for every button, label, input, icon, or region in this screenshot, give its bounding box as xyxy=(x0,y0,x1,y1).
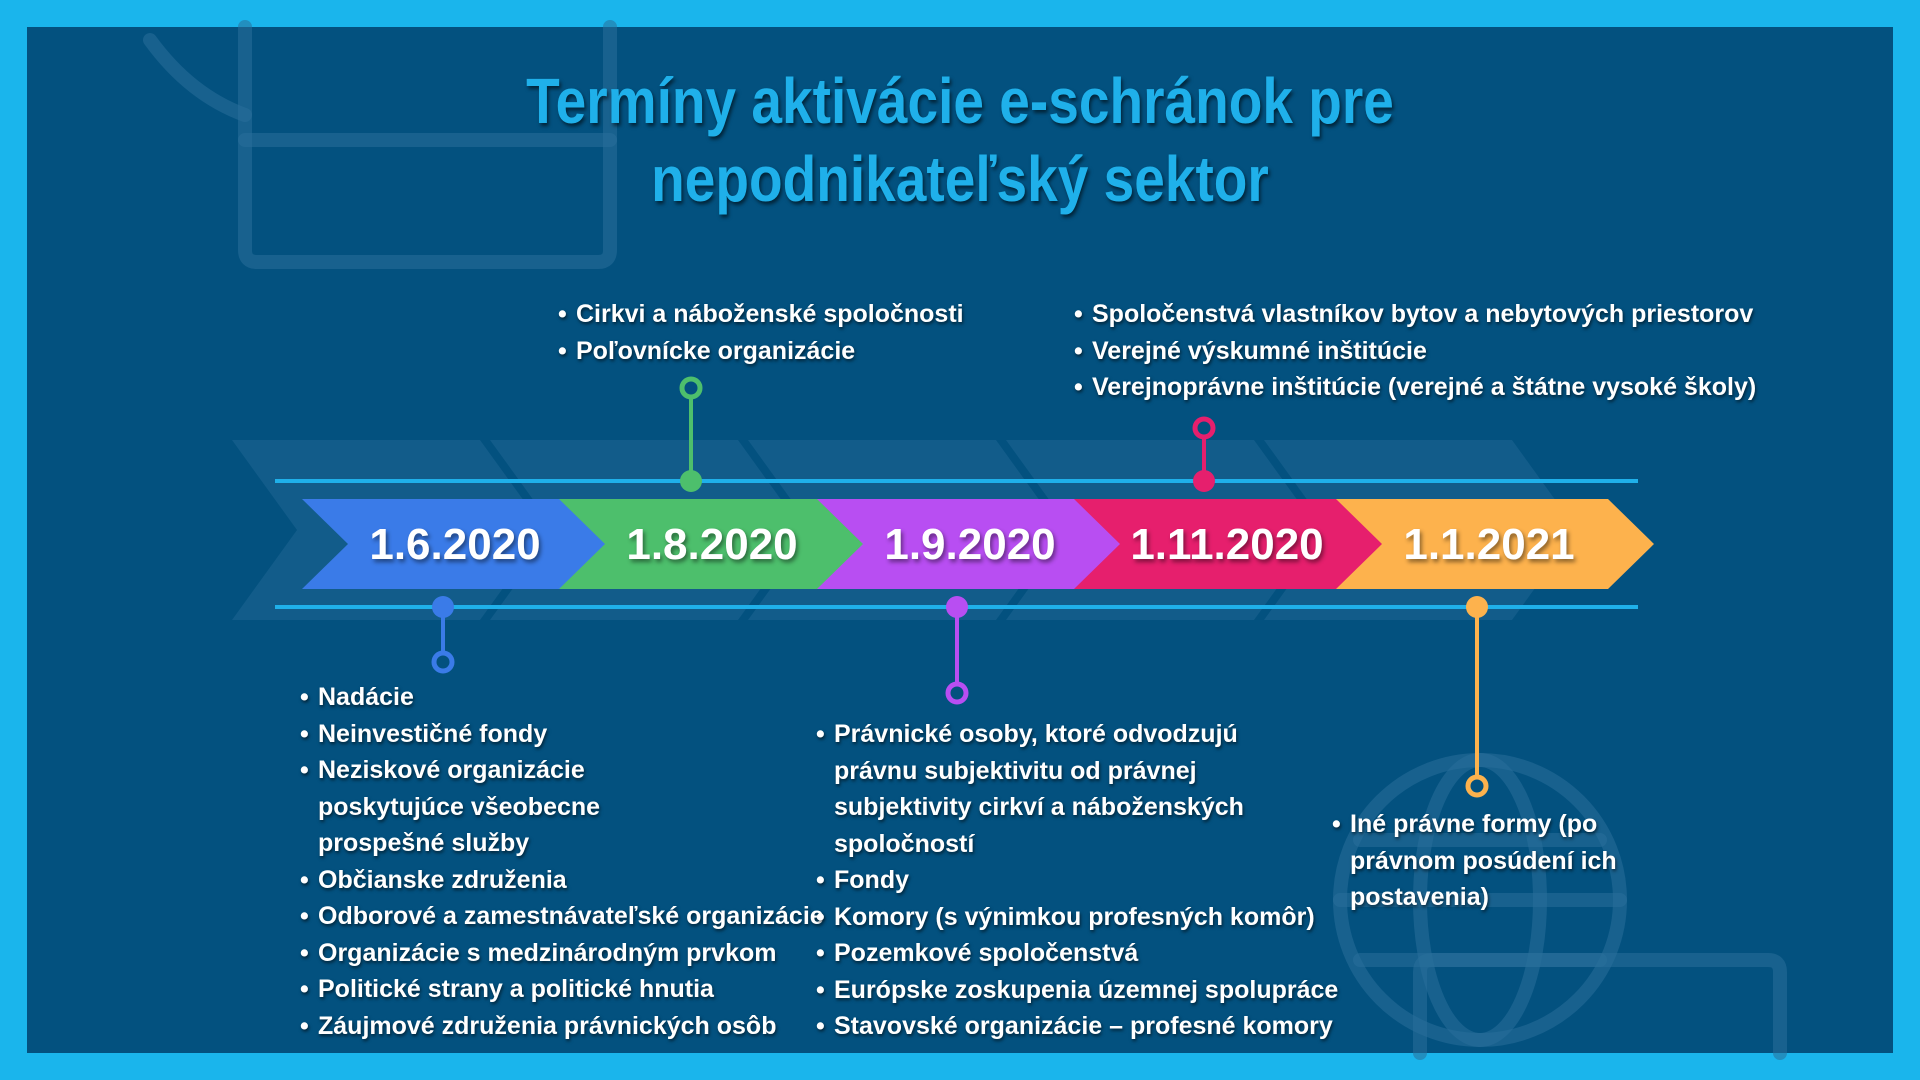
list-item: • Neziskové organizácie poskytujúce všeobecne prospešné služby xyxy=(300,752,718,862)
list-item: • Iné právne formy (po právnom posúdení ich postavenia) xyxy=(1332,806,1690,916)
rail-dot-1-9-2020 xyxy=(946,596,968,618)
date-label-1-6-2020: 1.6.2020 xyxy=(369,520,541,569)
list-item: • Občianske združenia xyxy=(300,862,820,899)
list-item: • Stavovské organizácie – profesné komory xyxy=(816,1008,1316,1045)
list-1-9-2020 xyxy=(816,716,1339,1045)
list-item: • Fondy xyxy=(816,862,1316,899)
list-item: • Poľovnícke organizácie xyxy=(558,333,978,370)
title-line-1: Termíny aktivácie e-schránok pre xyxy=(526,65,1394,137)
date-label-1-11-2020: 1.11.2020 xyxy=(1130,520,1324,569)
list-1-11-2020 xyxy=(1074,296,1757,406)
date-label-1-9-2020: 1.9.2020 xyxy=(884,520,1056,569)
date-label-1-8-2020: 1.8.2020 xyxy=(626,520,798,569)
list-1-1-2021 xyxy=(1332,806,1712,916)
rail-dot-1-1-2021 xyxy=(1466,596,1488,618)
pin-ring-1-1-2021 xyxy=(1468,777,1486,795)
list-item: • Nadácie xyxy=(300,679,820,716)
list-item: • Odborové a zamestnávateľské organizácie xyxy=(300,898,820,935)
list-item: • Európske zoskupenia územnej spolupráce xyxy=(816,972,1316,1009)
pin-ring-1-8-2020 xyxy=(682,379,700,397)
list-1-6-2020 xyxy=(300,679,824,1044)
list-item: • Spoločenstvá vlastníkov bytov a nebytových priestorov xyxy=(1074,296,1694,333)
date-label-1-1-2021: 1.1.2021 xyxy=(1403,520,1575,569)
list-item: • Cirkvi a náboženské spoločnosti xyxy=(558,296,978,333)
rail-dot-1-6-2020 xyxy=(432,596,454,618)
rail-dot-1-8-2020 xyxy=(680,470,702,492)
page-title xyxy=(134,62,1785,218)
pin-ring-1-9-2020 xyxy=(948,684,966,702)
pin-ring-1-6-2020 xyxy=(434,653,452,671)
list-item: • Právnické osoby, ktoré odvodzujú právnu subjektivitu od právnej subjektivity cirkví a náboženských spoločností xyxy=(816,716,1294,862)
list-item: • Neinvestičné fondy xyxy=(300,716,820,753)
list-1-8-2020 xyxy=(558,296,978,369)
title-line-2: nepodnikateľský sektor xyxy=(651,143,1269,215)
list-item: • Záujmové združenia právnických osôb xyxy=(300,1008,820,1045)
list-item: • Verejné výskumné inštitúcie xyxy=(1074,333,1694,370)
list-item: • Pozemkové spoločenstvá xyxy=(816,935,1316,972)
list-item: • Organizácie s medzinárodným prvkom xyxy=(300,935,820,972)
rail-dot-1-11-2020 xyxy=(1193,470,1215,492)
list-item: • Komory (s výnimkou profesných komôr) xyxy=(816,899,1316,936)
pin-ring-1-11-2020 xyxy=(1195,419,1213,437)
list-item: • Politické strany a politické hnutia xyxy=(300,971,820,1008)
list-item: • Verejnoprávne inštitúcie (verejné a štátne vysoké školy) xyxy=(1074,369,1694,406)
